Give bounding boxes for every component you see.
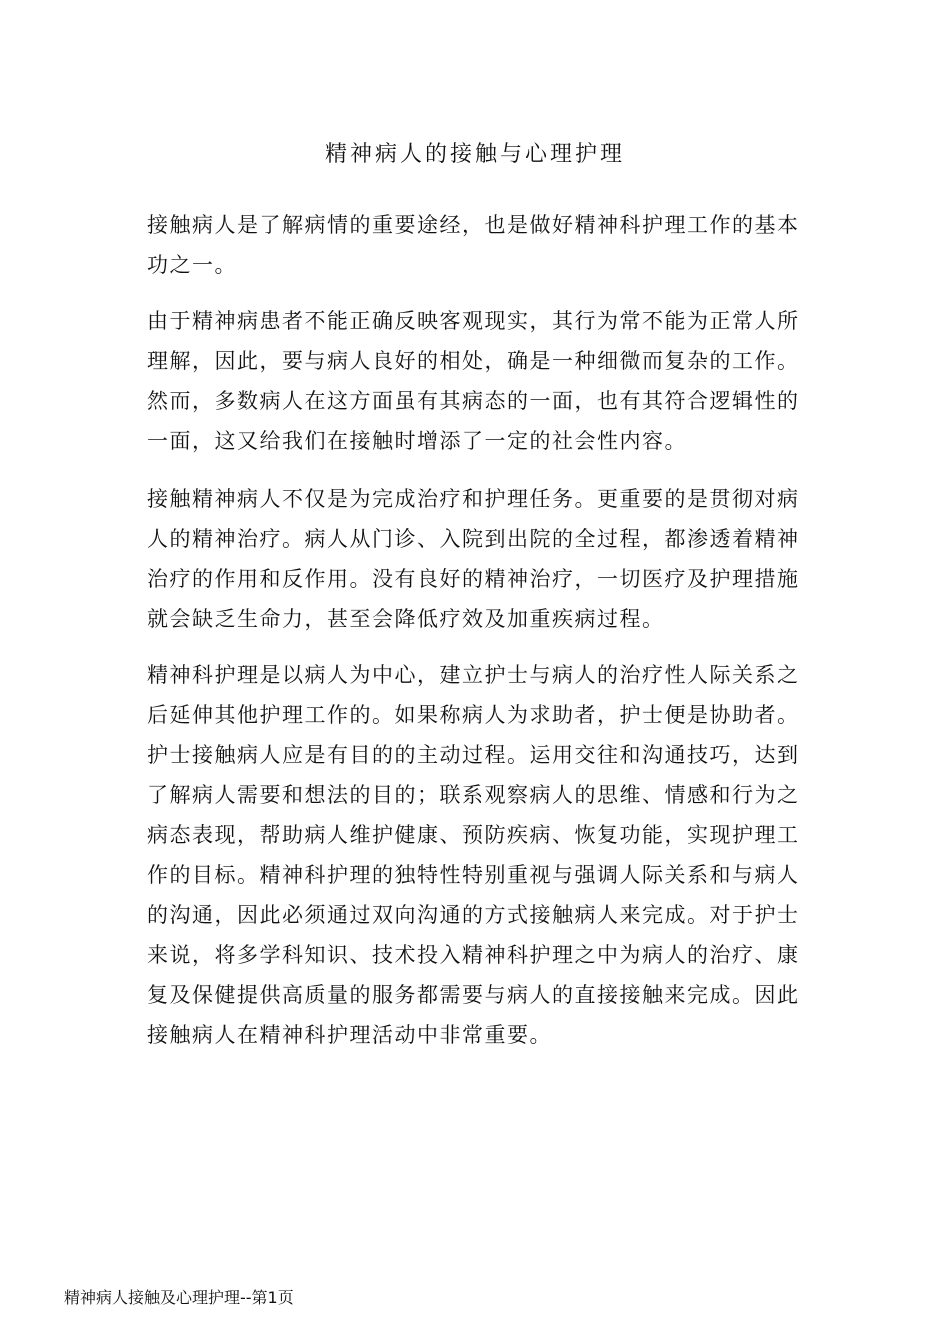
paragraph-3: 接触精神病人不仅是为完成治疗和护理任务。更重要的是贯彻对病人的精神治疗。病人从门诊、入院到出院的全过程，都渗透着精神治疗的作用和反作用。没有良好的精神治疗，一切医疗及护理措施就会缺乏生命力，甚至会降低疗效及加重疾病过程。 bbox=[147, 487, 800, 631]
paragraph-4: 精神科护理是以病人为中心，建立护士与病人的治疗性人际关系之后延伸其他护理工作的。如果称病人为求助者，护士便是协助者。护士接触病人应是有目的的主动过程。运用交往和沟通技巧，达到了解病人需要和想法的目的；联系观察病人的思维、情感和行为之病态表现，帮助病人维护健康、预防疾病、恢复功能，实现护理工作的目标。精神科护理的独特性特别重视与强调人际关系和与病人的沟通，因此必须通过双向沟通的方式接触病人来完成。对于护士来说，将多学科知识、技术投入精神科护理之中为病人的治疗、康复及保健提供高质量的服务都需要与病人的直接接触来完成。因此接触病人在精神科护理活动中非常重要。 bbox=[147, 663, 800, 1047]
document-title: 精神病人的接触与心理护理 bbox=[324, 142, 625, 167]
document-body bbox=[147, 205, 809, 1055]
page-footer: 精神病人接触及心理护理--第1页 bbox=[64, 1288, 294, 1307]
paragraph-1: 接触病人是了解病情的重要途经，也是做好精神科护理工作的基本功之一。 bbox=[147, 213, 800, 277]
paragraph-2: 由于精神病患者不能正确反映客观现实，其行为常不能为正常人所理解，因此，要与病人良好的相处，确是一种细微而复杂的工作。然而，多数病人在这方面虽有其病态的一面，也有其符合逻辑性的一面，这又给我们在接触时增添了一定的社会性内容。 bbox=[147, 309, 800, 453]
